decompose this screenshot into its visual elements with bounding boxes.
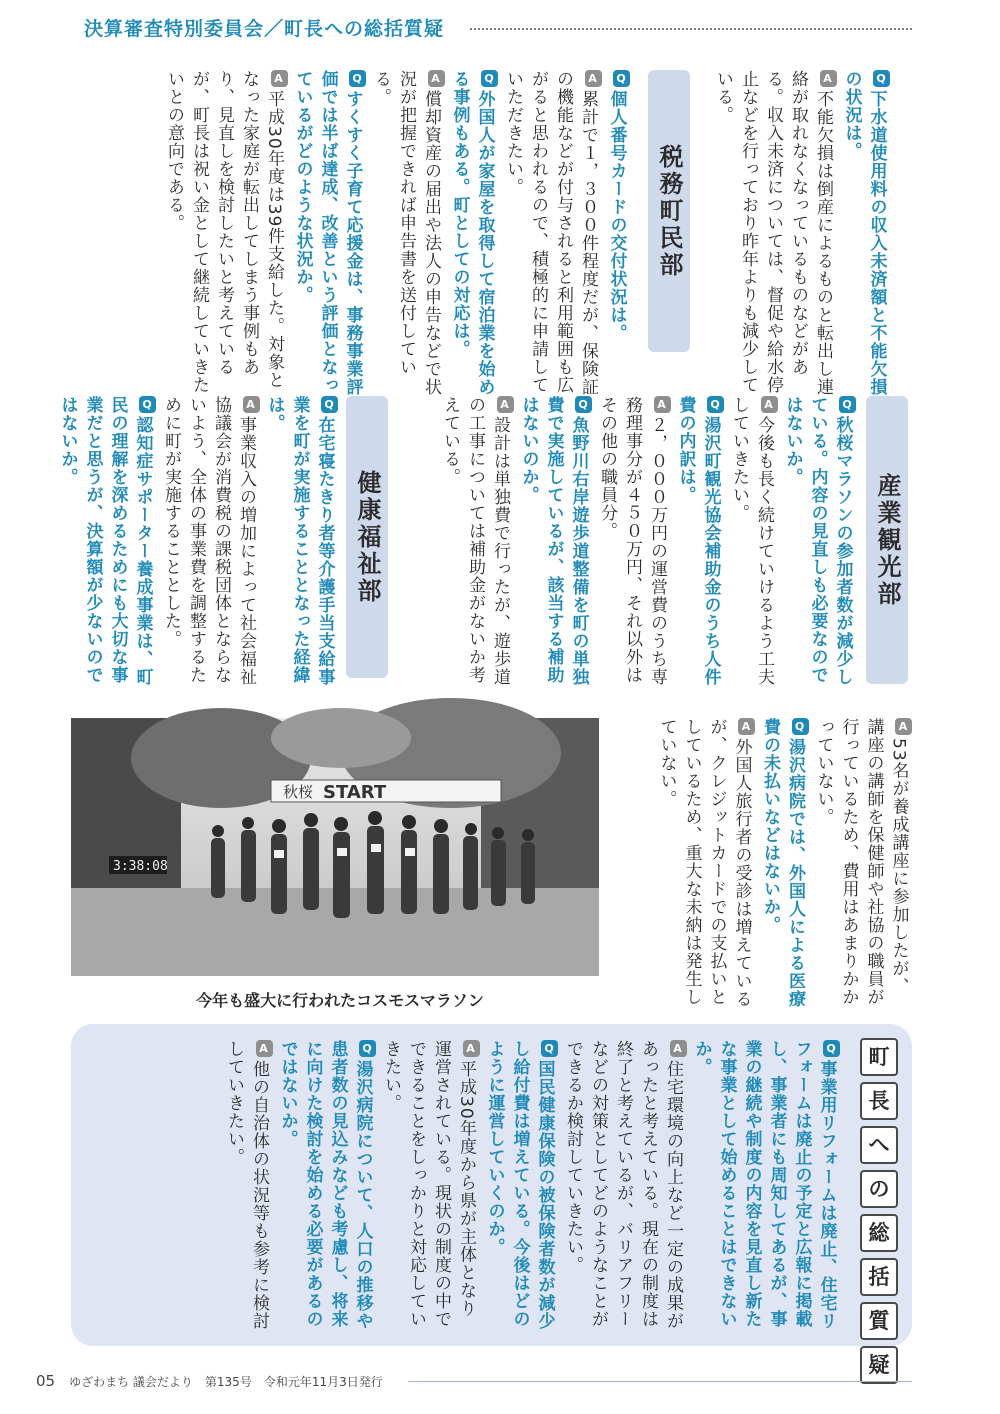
page-header-title: 決算審査特別委員会／町長への総括質疑 (84, 18, 445, 40)
photo-caption: 今年も盛大に行われたコスモスマラソン (196, 991, 484, 1010)
a-badge-icon: A (428, 70, 445, 87)
marathon-photo (71, 718, 599, 976)
summary-title-char: 長 (860, 1082, 898, 1120)
answer: A住宅環境の向上など一定の成果があったと考えている。現在の制度は終了と考えているが、バリアフリーなどの対策としてどのようなことができるか検討していきたい。 (560, 1040, 687, 1332)
question: Q外国人が家屋を取得して宿泊業を始める事例もある。町としての対応は。 (447, 70, 499, 400)
q-badge-icon: Q (541, 1040, 558, 1057)
q-badge-icon: Q (321, 396, 338, 413)
section-heading-sangyo: 産業観光部 (866, 396, 908, 684)
answer: A２，０００万円の運営費のうち専務理事分が４５０万円、それ以外はその他の職員分。 (594, 396, 671, 688)
answer: A不能欠損は倒産によるものと転出し連絡が取れなくなっているものなどがある。収入未済については、督促や給水停止などを行っており昨年よりも減少している。 (710, 70, 837, 400)
answer: A外国人旅行者の受診は増えているが、クレジットカードでの支払いとしているため、重大な未納は発生していない。 (654, 718, 756, 1010)
question: Q魚野川右岸遊歩道整備を町の単独費で実施しているが、該当する補助はないのか。 (516, 396, 593, 688)
question: Q認知症サポーター養成事業は、町民の理解を深めるためにも大切な事業だと思うが、決算額が少ないのではないか。 (55, 396, 157, 688)
a-badge-icon: A (585, 70, 602, 87)
column-zeimu (96, 70, 630, 400)
summary-text (100, 1040, 840, 1332)
summary-title-char: 疑 (860, 1346, 898, 1384)
q-badge-icon: Q (481, 70, 498, 87)
question: Q下水道使用料の収入未済額と不能欠損の状況は。 (839, 70, 891, 400)
column-kenko-continued (620, 718, 912, 1010)
a-badge-icon: A (820, 70, 837, 87)
summary-title (856, 1038, 898, 1390)
q-badge-icon: Q (707, 396, 724, 413)
a-badge-icon: A (463, 1040, 480, 1057)
question: Q湯沢町観光協会補助金のうち人件費の内訳は。 (673, 396, 725, 688)
a-badge-icon: A (497, 396, 514, 413)
banner-start: START (323, 782, 387, 803)
summary-title-char: の (860, 1170, 898, 1208)
question: Q秋桜マラソンの参加者数が減少している。内容の見直しも必要なのではないか。 (780, 396, 857, 688)
q-badge-icon: Q (575, 396, 592, 413)
answer: A他の自治体の状況等も参考に検討していきたい。 (221, 1040, 273, 1332)
summary-title-char: へ (860, 1126, 898, 1164)
answer: A今後も長く続けていけるよう工夫していきたい。 (726, 396, 778, 688)
question: Q国民健康保険の被保険者数が減少し給付費は増えている。今後はどのように運営していくのか。 (482, 1040, 559, 1332)
column-sangyo (424, 396, 856, 688)
a-badge-icon: A (243, 396, 260, 413)
answer: A事業収入の増加によって社会福祉協議会が消費税の課税団体とならないよう、全体の事業費を調整するために町が実施することとした。 (158, 396, 260, 688)
footer (36, 1372, 383, 1390)
q-badge-icon: Q (613, 70, 630, 87)
race-clock: 3:38:08 (113, 859, 168, 874)
q-badge-icon: Q (359, 1040, 376, 1057)
q-badge-icon: Q (349, 70, 366, 87)
answer: A平成30年度から県が主体となり運営されている。現状の制度の中でできることをしっかりと対応していきたい。 (378, 1040, 480, 1332)
question: Q湯沢病院では、外国人による医療費の未払いなどはないか。 (757, 718, 809, 1010)
page-number: 05 (36, 1372, 56, 1390)
answer: A設計は単独費で行ったが、遊歩道の工事については補助金がないか考えている。 (437, 396, 514, 688)
header-dotted-rule (470, 28, 912, 30)
a-badge-icon: A (895, 718, 912, 735)
answer: A平成30年度は39件支給した。対象となった家庭が転出してしまう事例もあり、見直しを検討したいと考えているが、町長は祝い金として継続していきたいとの意向である。 (161, 70, 288, 400)
q-badge-icon: Q (139, 396, 156, 413)
summary-title-char: 括 (860, 1258, 898, 1296)
q-badge-icon: Q (823, 1040, 840, 1057)
summary-title-char: 町 (860, 1038, 898, 1076)
footer-publication: ゆざわまち 議会だより 第135号 令和元年11月3日発行 (69, 1375, 383, 1389)
a-badge-icon: A (738, 718, 755, 735)
section-heading-zeimu: 税務町民部 (648, 70, 690, 352)
summary-title-char: 質 (860, 1302, 898, 1340)
answer: A53名が養成講座に参加したが、講座の講師を保健師や社協の職員が行っているため、費用はあまりかかっていない。 (811, 718, 913, 1010)
column-kenko (57, 396, 338, 688)
answer: A累計で１，３００件程度だが、保険証の機能などが付与されると利用範囲も広がると思われるので、積極的に申請していただきたい。 (500, 70, 602, 400)
a-badge-icon: A (654, 396, 671, 413)
a-badge-icon: A (761, 396, 778, 413)
footer-rule (408, 1381, 912, 1382)
a-badge-icon: A (670, 1040, 687, 1057)
question: Qすくすく子育て応援金は、事務事業評価では半ば達成、改善という評価となっているがどのような状況か。 (290, 70, 367, 400)
q-badge-icon: Q (792, 718, 809, 735)
a-badge-icon: A (271, 70, 288, 87)
question: Q事業用リフォームは廃止、住宅リフォームは廃止の予定と広報に掲載し、事業者にも周知してあるが、事業の継続や制度の内容を見直し新たな事業として始めることはできないか。 (689, 1040, 841, 1332)
question: Q湯沢病院について、人口の推移や患者数の見込みなども考慮し、将来に向けた検討を始める必要があるのではないか。 (275, 1040, 377, 1332)
a-badge-icon: A (256, 1040, 273, 1057)
marathon-photo-illustration (71, 718, 599, 976)
q-badge-icon: Q (873, 70, 890, 87)
summary-title-char: 総 (860, 1214, 898, 1252)
column-sewer (713, 70, 890, 400)
question: Q個人番号カードの交付状況は。 (604, 70, 631, 400)
section-heading-kenko: 健康福祉部 (346, 396, 388, 678)
q-badge-icon: Q (839, 396, 856, 413)
banner-kanji: 秋桜 (283, 783, 314, 801)
answer: A償却資産の届出や法人の申告などで状況が把握できれば申告書を送付している。 (368, 70, 445, 400)
question: Q在宅寝たきり者等介護手当支給事業を町が実施することとなった経緯は。 (262, 396, 339, 688)
